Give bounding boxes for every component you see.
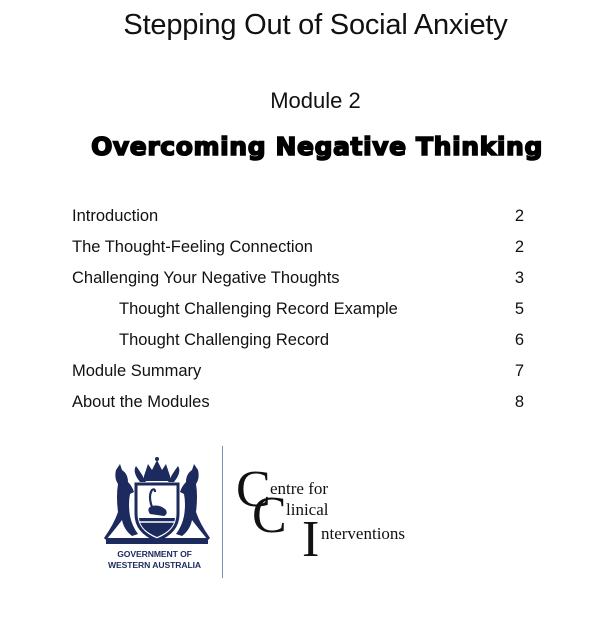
toc-entry-label: Thought Challenging Record Example <box>119 300 398 318</box>
cci-logo <box>236 461 456 574</box>
toc-entry-page: 2 <box>514 238 524 256</box>
government-line2: WESTERN AUSTRALIA <box>108 560 201 570</box>
toc-entry-page: 5 <box>514 300 524 318</box>
toc-entry-page: 3 <box>514 269 524 287</box>
toc-entry-label: About the Modules <box>72 393 210 411</box>
cci-letter-i: I <box>302 511 320 568</box>
module-label: Module 2 <box>270 88 361 113</box>
toc-entry-label: Introduction <box>72 207 159 225</box>
toc-entry-label: Thought Challenging Record <box>119 331 330 349</box>
toc-entry-about-modules[interactable] <box>72 390 524 421</box>
cci-text-interventions: nterventions <box>321 524 406 543</box>
table-of-contents <box>72 204 524 421</box>
toc-entry-challenging-negative-thoughts[interactable] <box>72 266 524 297</box>
document-title: Stepping Out of Social Anxiety <box>123 9 508 41</box>
toc-entry-introduction[interactable] <box>72 204 524 235</box>
toc-entry-module-summary[interactable] <box>72 359 524 390</box>
cci-letter-c2: C <box>252 487 287 544</box>
toc-entry-page: 2 <box>514 207 524 225</box>
toc-entry-thought-feeling-connection[interactable] <box>72 235 524 266</box>
toc-entry-label: Challenging Your Negative Thoughts <box>72 269 340 287</box>
cci-text-clinical: linical <box>286 500 329 519</box>
government-wa-label <box>92 549 217 571</box>
module-heading: Overcoming Negative Thinking <box>91 132 543 161</box>
toc-entry-label: Module Summary <box>72 362 202 380</box>
toc-entry-page: 8 <box>514 393 524 411</box>
cci-text-centre-for: entre for <box>270 479 329 498</box>
toc-entry-label: The Thought-Feeling Connection <box>72 238 313 256</box>
toc-entry-thought-record-example[interactable] <box>72 297 524 328</box>
logo-divider <box>222 446 223 578</box>
cci-letter-c1: C <box>236 461 271 518</box>
toc-entry-page: 6 <box>514 331 524 349</box>
toc-entry-thought-record[interactable] <box>72 328 524 359</box>
toc-entry-page: 7 <box>514 362 524 380</box>
logo-strip <box>100 446 460 586</box>
wa-coat-of-arms-icon <box>102 456 212 546</box>
government-line1: GOVERNMENT OF <box>117 549 192 559</box>
